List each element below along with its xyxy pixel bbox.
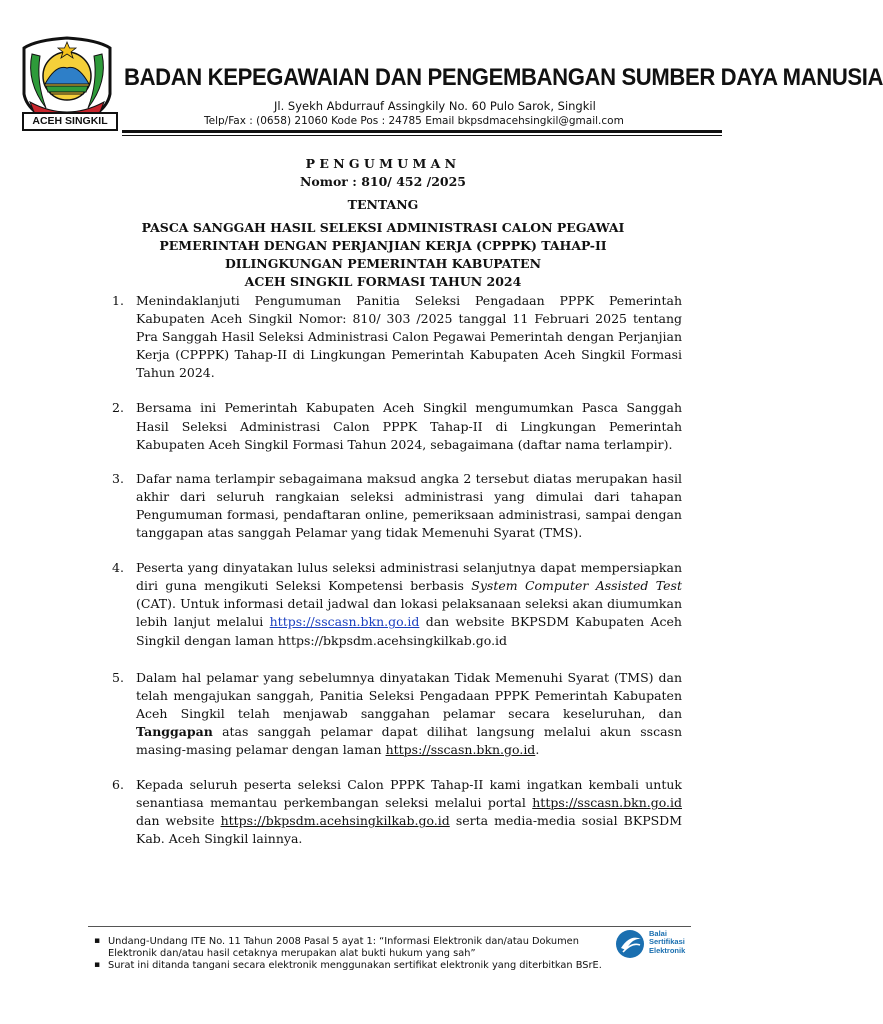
paragraph-5	[112, 669, 682, 759]
announcement-title-block	[100, 155, 666, 291]
footer-note-esignature: ▪ Surat ini ditanda tangani secara elektronik menggunakan sertifikat elektronik yang diterbitkan BSrE.	[94, 960, 610, 972]
paragraph-number: 1.	[112, 293, 124, 308]
footer-notes	[94, 936, 610, 971]
paragraph-text	[136, 559, 682, 649]
paragraph-2	[112, 399, 682, 453]
footer-divider	[88, 926, 691, 927]
paragraph-text: Menindaklanjuti Pengumuman Panitia Seleksi Pengadaan PPPK Pemerintah Kabupaten Aceh Singkil Nomor: 810/ 303 /2025 tanggal 11 Februari 2025 tentang Pra Sanggah Hasil Seleksi Administrasi Calon Pegawai Pemerintah dengan Perjanjian Kerja (CPPPK) Tahap-II di Lingkungan Pemerintah Kabupaten Aceh Singkil Formasi Tahun 2024.	[136, 293, 682, 381]
paragraph-number: 5.	[112, 669, 124, 685]
bsre-wordmark	[649, 930, 685, 955]
header-divider-thin	[122, 135, 722, 136]
italic-term: System Computer Assisted Test	[471, 578, 682, 594]
numbered-paragraphs	[112, 292, 682, 863]
paragraph-4	[112, 559, 682, 649]
header-divider-thick	[122, 130, 722, 133]
paragraph-text: Bersama ini Pemerintah Kabupaten Aceh Singkil mengumumkan Pasca Sanggah Hasil Seleksi Administrasi Calon PPPK Tahap-II di Lingkungan Pemerintah Kabupaten Aceh Singkil Formasi Tahun 2024, sebagaimana (daftar nama terlampir).	[136, 400, 682, 452]
bold-term: Tanggapan	[136, 723, 213, 739]
subject-line-2: PEMERINTAH DENGAN PERJANJIAN KERJA (CPPPK) TAHAP-II	[159, 238, 607, 253]
paragraph-number: 6.	[112, 777, 124, 793]
paragraph-3	[112, 470, 682, 542]
paragraph-text-part: serta media-media sosial BKPSDM Kab. Aceh Singkil lainnya.	[136, 813, 682, 847]
paragraph-text-part: atas sanggah pelamar dapat dilihat langsung melalui akun sscasn masing-masing pelamar dengan laman	[136, 723, 682, 757]
paragraph-text-part: dan website BKPSDM Kabupaten Aceh Singkil dengan laman https://bkpsdm.acehsingkilkab.go.id	[136, 614, 682, 648]
paragraph-text-part: dan website	[136, 813, 215, 829]
sscasn-link[interactable]: https://sscasn.bkn.go.id	[269, 614, 420, 630]
paragraph-number: 3.	[112, 470, 124, 486]
paragraph-text-part: .	[535, 741, 540, 757]
announcement-number: Nomor : 810/ 452 /2025	[299, 174, 467, 189]
footer-note-ite-law: ▪ Undang-Undang ITE No. 11 Tahun 2008 Pasal 5 ayat 1: “Informasi Elektronik dan/atau Dokumen Elektronik dan/atau hasil cetaknya merupakan alat bukti hukum yang sah”	[94, 936, 610, 960]
paragraph-text-part: Dalam hal pelamar yang sebelumnya dinyatakan Tidak Memenuhi Syarat (TMS) dan telah mengajukan sanggah, Panitia Seleksi Pengadaan PPPK Pemerintah Kabupaten Aceh Singkil telah menjawab sanggahan pelamar secara keseluruhan, dan	[136, 669, 682, 721]
paragraph-text-part: (CAT). Untuk informasi detail jadwal dan lokasi pelaksanaan seleksi akan diumumkan lebih lanjut melalui	[136, 596, 682, 630]
tentang-label: TENTANG	[347, 197, 419, 212]
paragraph-number: 4.	[112, 560, 124, 576]
agency-contact: Telp/Fax : (0658) 21060 Kode Pos : 24785 Email bkpsdmacehsingkil@gmail.com	[204, 115, 624, 127]
agency-address: Jl. Syekh Abdurrauf Assingkily No. 60 Pulo Sarok, Singkil	[274, 99, 596, 113]
bsre-line: Balai	[649, 929, 667, 938]
paragraph-6	[112, 776, 682, 848]
subject-line-1: PASCA SANGGAH HASIL SELEKSI ADMINISTRASI CALON PEGAWAI	[141, 220, 625, 235]
paragraph-text-part: Kepada seluruh peserta seleksi Calon PPPK Tahap-II kami ingatkan kembali untuk senantiasa memantau perkembangan seleksi melalui portal	[136, 777, 682, 811]
paragraph-number: 2.	[112, 400, 124, 416]
logo-caption: ACEH SINGKIL	[22, 112, 118, 131]
paragraph-text	[136, 669, 682, 759]
subject-line-3: DILINGKUNGAN PEMERINTAH KABUPATEN	[224, 256, 542, 271]
announcement-label: PENGUMUMAN	[305, 156, 461, 171]
letterhead	[0, 0, 883, 140]
paragraph-text: Dafar nama terlampir sebagaimana maksud angka 2 tersebut diatas merupakan hasil akhir dari seluruh rangkaian seleksi administrasi yang dimulai dari tahapan Pengumuman formasi, pendaftaran online, pemeriksaan administrasi, sampai dengan tanggapan atas sanggah Pelamar yang tidak Memenuhi Syarat (TMS).	[136, 470, 682, 541]
sscasn-url-text: https://sscasn.bkn.go.id	[385, 741, 536, 757]
paragraph-text-part: Peserta yang dinyatakan lulus seleksi administrasi selanjutnya dapat mempersiapkan diri guna mengikuti Seleksi Kompetensi berbasis	[136, 560, 682, 594]
bsre-line: Elektronik	[649, 945, 686, 955]
bkpsdm-url-text: https://bkpsdm.acehsingkilkab.go.id	[220, 813, 450, 829]
sscasn-url-text: https://sscasn.bkn.go.id	[532, 795, 682, 811]
subject-line-4: ACEH SINGKIL FORMASI TAHUN 2024	[244, 274, 522, 289]
agency-name: BADAN KEPEGAWAIAN DAN PENGEMBANGAN SUMBER DAYA MANUSIA	[124, 64, 883, 91]
paragraph-1	[112, 292, 682, 382]
bsre-line: Sertifikasi	[649, 937, 685, 947]
paragraph-text	[136, 776, 682, 848]
